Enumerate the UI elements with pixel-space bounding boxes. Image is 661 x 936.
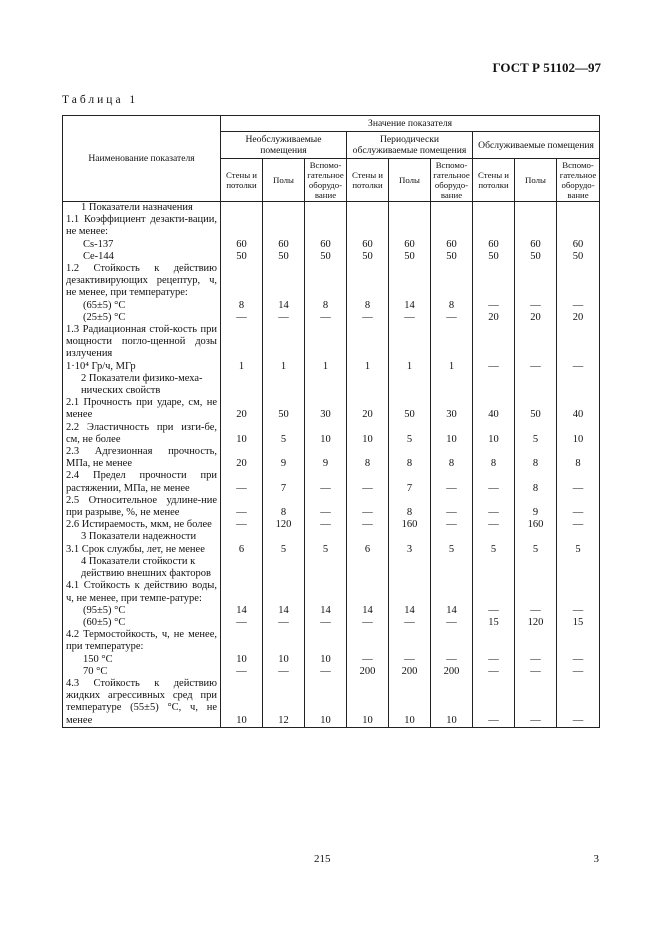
value-cell xyxy=(557,580,600,604)
value-cell: 10 xyxy=(389,678,431,727)
value-cell: 10 xyxy=(221,678,263,727)
group-header-unserviced: Необслуживаемые помещения xyxy=(221,132,347,159)
indicator-name: (65±5) °C (25±5) °C xyxy=(63,300,221,324)
value-cell: 14 — xyxy=(263,605,305,629)
value-cell: 10 — xyxy=(305,654,347,678)
table-row xyxy=(63,324,600,373)
indicator-name: 2.3 Адгезионная прочность, МПа, не менее xyxy=(63,446,221,470)
indicator-name: 2.6 Истираемость, мкм, не более xyxy=(63,519,221,531)
value-cell: — xyxy=(557,324,600,373)
value-cell: 14 — xyxy=(431,605,473,629)
value-cell: 8 — xyxy=(431,300,473,324)
value-cell: — xyxy=(557,678,600,727)
value-cell xyxy=(389,263,431,300)
value-cell: — xyxy=(431,519,473,531)
subcolumn-header: Полы xyxy=(263,159,305,202)
value-cell: 5 xyxy=(515,544,557,556)
sheet-number: 3 xyxy=(593,853,599,865)
value-cell xyxy=(515,202,557,215)
value-cell: — xyxy=(431,495,473,519)
value-cell xyxy=(557,263,600,300)
value-cell xyxy=(557,214,600,238)
table-row xyxy=(63,446,600,470)
indicator-name: 2 Показатели физико-меха-нических свойств xyxy=(63,373,221,397)
name-column-header: Наименование показателя xyxy=(63,116,221,202)
value-cell: 60 50 xyxy=(473,239,515,263)
value-cell xyxy=(347,556,389,580)
value-cell: 10 — xyxy=(263,654,305,678)
indicator-name: 2.5 Относительное удлине-ние при разрыве, %, не менее xyxy=(63,495,221,519)
value-cell: 8 xyxy=(347,446,389,470)
value-cell: — 200 xyxy=(431,654,473,678)
value-cell: 20 xyxy=(221,397,263,421)
indicators-table xyxy=(62,115,600,728)
value-cell xyxy=(557,202,600,215)
value-cell: 1 xyxy=(431,324,473,373)
value-cell xyxy=(515,629,557,653)
value-cell: 30 xyxy=(431,397,473,421)
value-cell xyxy=(221,373,263,397)
value-cell: 6 xyxy=(347,544,389,556)
indicator-name: (95±5) °C (60±5) °C xyxy=(63,605,221,629)
value-cell: — xyxy=(347,495,389,519)
value-cell: 1 xyxy=(305,324,347,373)
value-cell xyxy=(557,373,600,397)
value-cell xyxy=(389,531,431,543)
value-cell xyxy=(515,580,557,604)
value-cell: — xyxy=(515,324,557,373)
value-cell xyxy=(221,580,263,604)
value-cell: 60 50 xyxy=(431,239,473,263)
value-cell: 50 xyxy=(263,397,305,421)
value-cell: — 15 xyxy=(473,605,515,629)
subcolumn-header: Стены и потолки xyxy=(347,159,389,202)
value-cell: 10 xyxy=(473,422,515,446)
value-cell: — xyxy=(557,519,600,531)
value-cell: 60 50 xyxy=(305,239,347,263)
table-caption: Таблица 1 xyxy=(62,94,139,106)
value-cell: 10 xyxy=(431,678,473,727)
value-cell xyxy=(515,373,557,397)
value-cell: 8 — xyxy=(347,300,389,324)
value-cell: 60 50 xyxy=(557,239,600,263)
indicator-name: 2.2 Эластичность при изги-бе, см, не более xyxy=(63,422,221,446)
value-cell xyxy=(347,214,389,238)
value-cell: 160 xyxy=(389,519,431,531)
value-cell: 60 50 xyxy=(221,239,263,263)
value-cell xyxy=(305,531,347,543)
value-cell xyxy=(473,263,515,300)
indicator-name: 4.2 Термостойкость, ч, не менее, при температуре: xyxy=(63,629,221,653)
value-cell: 1 xyxy=(347,324,389,373)
value-cell xyxy=(473,629,515,653)
value-cell xyxy=(305,263,347,300)
value-cell xyxy=(557,556,600,580)
value-cell: — xyxy=(305,519,347,531)
value-cell: — 15 xyxy=(557,605,600,629)
value-cell xyxy=(305,214,347,238)
value-cell: — xyxy=(473,324,515,373)
value-cell xyxy=(347,373,389,397)
value-cell xyxy=(347,629,389,653)
value-cell: 60 50 xyxy=(515,239,557,263)
value-cell xyxy=(431,214,473,238)
value-cell xyxy=(347,531,389,543)
group-header-serviced: Обслуживаемые помещения xyxy=(473,132,600,159)
value-cell xyxy=(431,202,473,215)
indicator-name: 2.1 Прочность при ударе, см, не менее xyxy=(63,397,221,421)
value-cell: 8 xyxy=(389,495,431,519)
subcolumn-header: Полы xyxy=(389,159,431,202)
value-cell: — xyxy=(347,470,389,494)
value-cell xyxy=(221,214,263,238)
value-cell: 120 xyxy=(263,519,305,531)
indicator-name: 2.4 Предел прочности при растяжении, МПа, не менее xyxy=(63,470,221,494)
value-cell: 8 xyxy=(515,446,557,470)
value-cell: 5 xyxy=(389,422,431,446)
value-cell: 8 — xyxy=(305,300,347,324)
value-cell xyxy=(263,202,305,215)
value-cell: 14 — xyxy=(305,605,347,629)
value-cell xyxy=(263,214,305,238)
value-cell xyxy=(305,629,347,653)
value-cell: — xyxy=(473,470,515,494)
value-cell: 10 xyxy=(221,422,263,446)
value-cell: 60 50 xyxy=(347,239,389,263)
subcolumn-header: Стены и потолки xyxy=(473,159,515,202)
indicator-name: 3.1 Срок службы, лет, не менее xyxy=(63,544,221,556)
value-cell: 14 — xyxy=(389,300,431,324)
value-cell xyxy=(221,629,263,653)
value-cell: — xyxy=(305,495,347,519)
table-row xyxy=(63,654,600,678)
value-cell xyxy=(431,556,473,580)
indicator-name: 1.2 Стойкость к действию дезактивирующих рецептур, ч, не менее, при температуре: xyxy=(63,263,221,300)
value-cell: 5 xyxy=(431,544,473,556)
value-cell: 5 xyxy=(557,544,600,556)
table-row xyxy=(63,422,600,446)
value-cell: — xyxy=(305,470,347,494)
table-row xyxy=(63,202,600,215)
value-cell: 9 xyxy=(263,446,305,470)
value-cell: 50 xyxy=(389,397,431,421)
indicator-name: Cs-137 Ce-144 xyxy=(63,239,221,263)
table-row xyxy=(63,239,600,263)
table-row xyxy=(63,556,600,580)
value-cell: 14 — xyxy=(389,605,431,629)
value-cell: 5 xyxy=(515,422,557,446)
indicator-name-text: 1.3 Радиационная стой-кость при мощности погло-щенной дозы излучения xyxy=(66,324,217,360)
indicator-name: 4.3 Стойкость к действию жидких агрессивных сред при температуре (55±5) °C, ч, не менее xyxy=(63,678,221,727)
value-cell: 1 xyxy=(221,324,263,373)
value-cell: 20 xyxy=(347,397,389,421)
value-cell xyxy=(263,556,305,580)
value-cell: 7 xyxy=(263,470,305,494)
value-cell: — — xyxy=(473,654,515,678)
value-cell: 7 xyxy=(389,470,431,494)
subcolumn-header: Вспомо-гательное оборудо-вание xyxy=(557,159,600,202)
value-cell: — xyxy=(473,678,515,727)
value-cell: 6 xyxy=(221,544,263,556)
value-cell xyxy=(305,202,347,215)
value-cell xyxy=(515,263,557,300)
indicator-name: 4 Показатели стойкости к действию внешних факторов xyxy=(63,556,221,580)
value-cell xyxy=(389,202,431,215)
value-cell: 3 xyxy=(389,544,431,556)
value-cell xyxy=(305,556,347,580)
value-cell: — 120 xyxy=(515,605,557,629)
value-cell xyxy=(263,629,305,653)
value-cell: — xyxy=(557,495,600,519)
indicator-name: 1.1 Коэффициент дезакти-вации, не менее: xyxy=(63,214,221,238)
value-cell: 8 xyxy=(263,495,305,519)
value-cell: 12 xyxy=(263,678,305,727)
table-row xyxy=(63,678,600,727)
value-cell: — xyxy=(431,470,473,494)
value-cell xyxy=(221,556,263,580)
value-cell: 14 — xyxy=(263,300,305,324)
subcolumn-header: Вспомо-гательное оборудо-вание xyxy=(305,159,347,202)
table-row xyxy=(63,580,600,604)
value-cell xyxy=(515,531,557,543)
table-row xyxy=(63,263,600,300)
value-cell: 40 xyxy=(473,397,515,421)
value-cell: 10 xyxy=(431,422,473,446)
value-cell: 9 xyxy=(305,446,347,470)
standard-number: ГОСТ Р 51102—97 xyxy=(492,60,601,75)
value-cell xyxy=(263,580,305,604)
page-number: 215 xyxy=(314,853,331,865)
value-cell: — xyxy=(221,495,263,519)
value-cell: 14 — xyxy=(347,605,389,629)
value-cell: — — xyxy=(515,654,557,678)
table-row xyxy=(63,629,600,653)
value-cell: 8 xyxy=(557,446,600,470)
value-cell xyxy=(431,373,473,397)
table-row xyxy=(63,397,600,421)
value-cell xyxy=(305,580,347,604)
value-cell: 5 xyxy=(263,544,305,556)
value-cell xyxy=(389,556,431,580)
value-cell: — xyxy=(557,470,600,494)
value-cell: 60 50 xyxy=(263,239,305,263)
value-cell: — 200 xyxy=(347,654,389,678)
value-cell: — 20 xyxy=(473,300,515,324)
table-row xyxy=(63,519,600,531)
value-cell xyxy=(347,580,389,604)
value-cell xyxy=(557,629,600,653)
value-cell xyxy=(221,202,263,215)
value-cell: 50 xyxy=(515,397,557,421)
value-cell xyxy=(263,531,305,543)
value-cell: 30 xyxy=(305,397,347,421)
table-row xyxy=(63,470,600,494)
value-cell: 10 xyxy=(347,422,389,446)
value-cell xyxy=(347,263,389,300)
value-cell xyxy=(431,263,473,300)
value-cell xyxy=(557,531,600,543)
value-cell: 1 xyxy=(263,324,305,373)
value-cell: 14 — xyxy=(221,605,263,629)
value-cell xyxy=(473,373,515,397)
value-cell: 10 xyxy=(557,422,600,446)
value-column-header: Значение показателя xyxy=(221,116,600,132)
table-row xyxy=(63,373,600,397)
value-cell: 10 xyxy=(347,678,389,727)
value-cell: 9 xyxy=(515,495,557,519)
value-cell: 5 xyxy=(263,422,305,446)
value-cell: 5 xyxy=(473,544,515,556)
value-cell: 60 50 xyxy=(389,239,431,263)
value-cell xyxy=(473,531,515,543)
value-cell xyxy=(515,556,557,580)
value-cell: — xyxy=(473,519,515,531)
value-cell xyxy=(389,580,431,604)
value-cell: 8 xyxy=(515,470,557,494)
value-cell: — 20 xyxy=(557,300,600,324)
table-row xyxy=(63,531,600,543)
value-cell xyxy=(347,202,389,215)
value-cell: 20 xyxy=(221,446,263,470)
value-cell: — — xyxy=(557,654,600,678)
value-cell xyxy=(473,580,515,604)
table-row xyxy=(63,605,600,629)
value-cell xyxy=(263,373,305,397)
value-cell xyxy=(473,556,515,580)
indicator-name: 3 Показатели надежности xyxy=(63,531,221,543)
value-cell: 10 xyxy=(305,422,347,446)
group-header-periodic: Периодически обслуживаемые помещения xyxy=(347,132,473,159)
indicator-name: 4.1 Стойкость к действию воды, ч, не менее, при темпе-ратуре: xyxy=(63,580,221,604)
value-cell xyxy=(431,531,473,543)
value-cell: 8 xyxy=(431,446,473,470)
subcolumn-header: Стены и потолки xyxy=(221,159,263,202)
indicator-name: 150 °C 70 °C xyxy=(63,654,221,678)
value-cell: — xyxy=(515,678,557,727)
value-cell: 5 xyxy=(305,544,347,556)
table-row xyxy=(63,495,600,519)
value-cell: — xyxy=(221,470,263,494)
value-cell xyxy=(389,629,431,653)
subcolumn-header: Полы xyxy=(515,159,557,202)
value-cell xyxy=(389,214,431,238)
value-cell xyxy=(473,214,515,238)
value-cell: — xyxy=(221,519,263,531)
value-cell xyxy=(431,580,473,604)
value-cell: — 200 xyxy=(389,654,431,678)
value-cell: 1 xyxy=(389,324,431,373)
value-cell xyxy=(305,373,347,397)
value-cell: — 20 xyxy=(515,300,557,324)
value-cell: 160 xyxy=(515,519,557,531)
value-cell xyxy=(431,629,473,653)
subcolumn-header: Вспомо-гательное оборудо-вание xyxy=(431,159,473,202)
value-cell: 8 xyxy=(389,446,431,470)
value-cell xyxy=(473,202,515,215)
value-cell: — xyxy=(473,495,515,519)
value-cell: 10 xyxy=(305,678,347,727)
value-cell xyxy=(389,373,431,397)
value-cell: 8 — xyxy=(221,300,263,324)
value-cell: 10 — xyxy=(221,654,263,678)
value-cell xyxy=(515,214,557,238)
value-cell: 8 xyxy=(473,446,515,470)
value-cell xyxy=(221,531,263,543)
indicator-name xyxy=(63,324,221,373)
value-cell: 40 xyxy=(557,397,600,421)
indicator-name-tail: 1·10⁴ Гр/ч, МГр xyxy=(66,360,136,372)
value-cell xyxy=(263,263,305,300)
value-cell xyxy=(221,263,263,300)
table-row xyxy=(63,544,600,556)
indicator-name: 1 Показатели назначения xyxy=(63,202,221,215)
table-row xyxy=(63,300,600,324)
table-row xyxy=(63,214,600,238)
value-cell: — xyxy=(347,519,389,531)
